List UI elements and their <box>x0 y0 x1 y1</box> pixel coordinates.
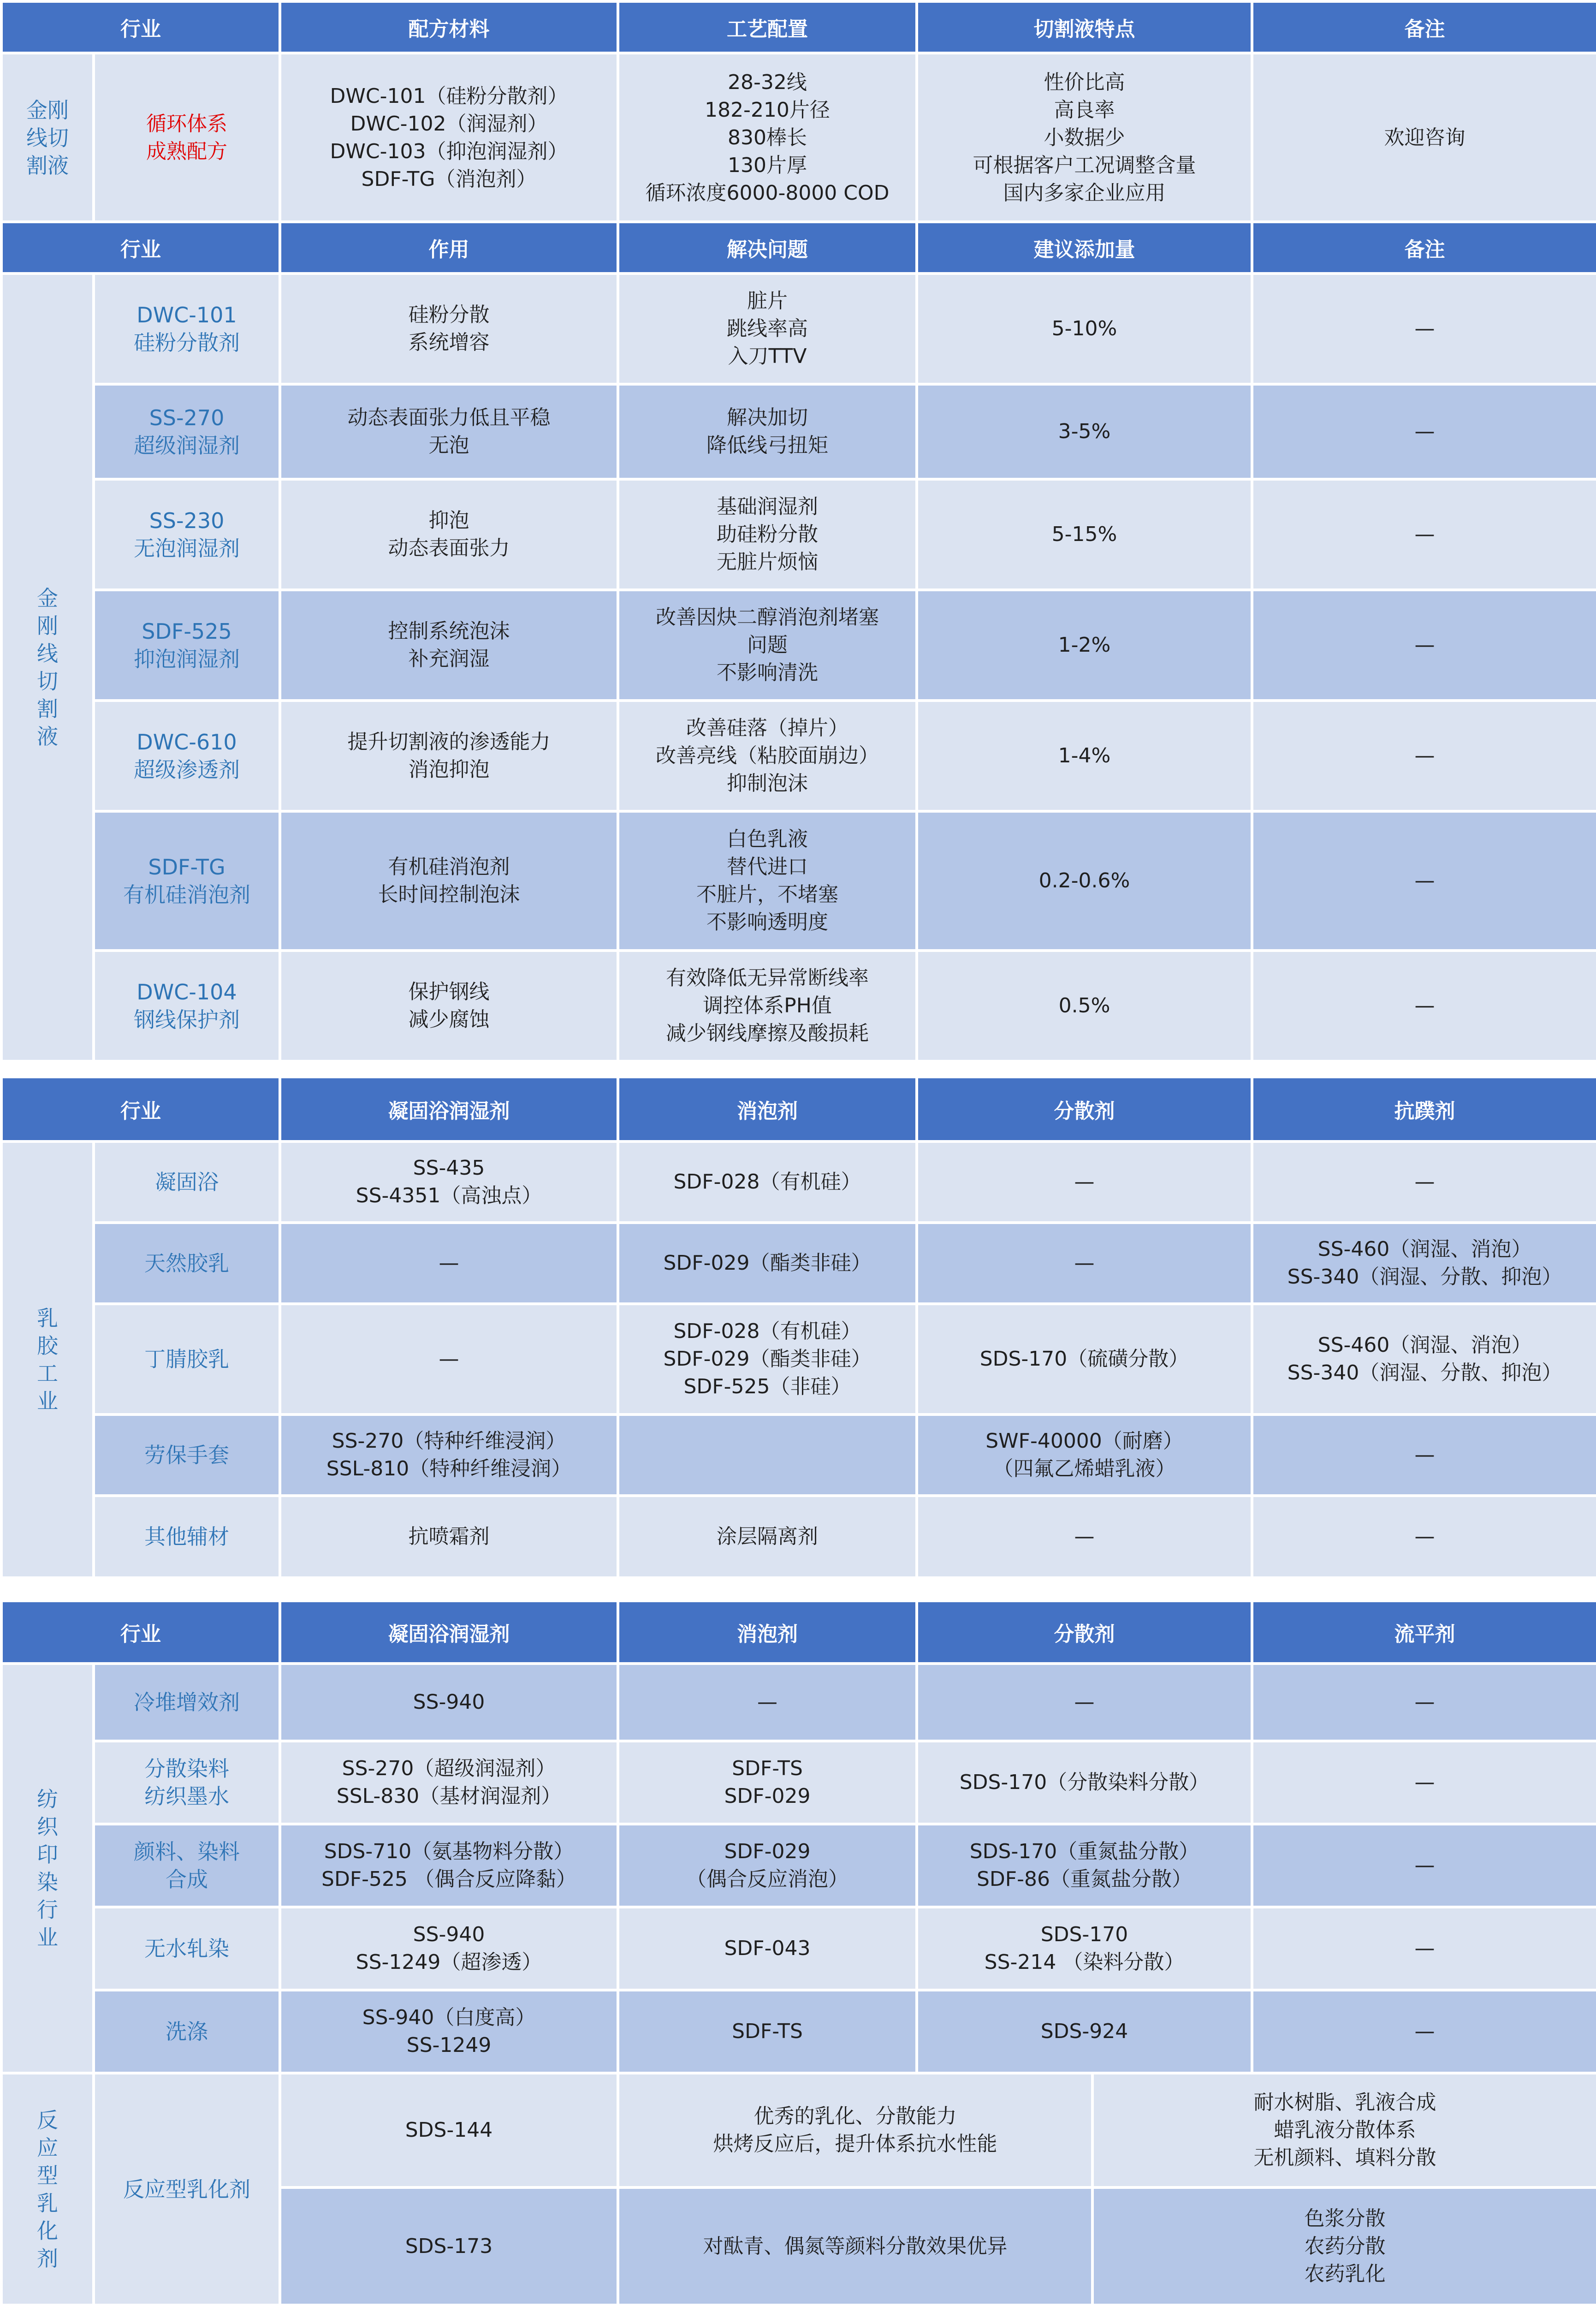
product-name: DWC-610 超级渗透剂 <box>94 701 280 811</box>
textile-table <box>0 1599 1596 2306</box>
summary-table <box>0 0 1596 224</box>
defoamer-cell: SDF-TS SDF-029 <box>618 1741 917 1824</box>
application-name: 颜料、染料 合成 <box>94 1824 280 1907</box>
header-defoamer: 消泡剂 <box>618 1077 917 1141</box>
function-cell: 控制系统泡沫 补充润湿 <box>280 590 618 701</box>
product-cell: SDS-173 <box>280 2187 618 2305</box>
latex-table <box>0 1076 1596 1579</box>
leveling-cell: — <box>1252 1741 1596 1824</box>
application-name: 天然胶乳 <box>94 1223 280 1304</box>
note-cell: — <box>1252 811 1596 951</box>
leveling-cell: — <box>1252 1824 1596 1907</box>
problem-cell: 白色乳液 替代进口 不脏片，不堵塞 不影响透明度 <box>618 811 917 951</box>
application-name: 劳保手套 <box>94 1415 280 1496</box>
wetting-cell: SS-270（超级润湿剂） SSL-830（基材润湿剂） <box>280 1741 618 1824</box>
product-cell: SDS-144 <box>280 2073 618 2187</box>
dispersant-cell: SDS-170（分散染料分散） <box>917 1741 1252 1824</box>
note-cell: 欢迎咨询 <box>1252 53 1596 223</box>
product-name: SS-270 超级润湿剂 <box>94 384 280 479</box>
product-name: SDF-525 抑泡润湿剂 <box>94 590 280 701</box>
defoamer-cell: SDF-028（有机硅） SDF-029（酯类非硅） SDF-525（非硅） <box>618 1304 917 1415</box>
application-name: 冷堆增效剂 <box>94 1664 280 1741</box>
header-dispersant: 分散剂 <box>917 1601 1252 1664</box>
industry-label: 金 刚 线 切 割 液 <box>1 273 94 1061</box>
header-industry: 行业 <box>1 222 280 273</box>
features-cell: 性价比高 高良率 小数据少 可根据客户工况调整含量 国内多家企业应用 <box>917 53 1252 223</box>
dispersant-cell: — <box>917 1223 1252 1304</box>
product-name: SS-230 无泡润湿剂 <box>94 479 280 590</box>
wetting-cell: SS-435 SS-4351（高浊点） <box>280 1141 618 1223</box>
wetting-cell: — <box>280 1223 618 1304</box>
dose-cell: 0.5% <box>917 951 1252 1061</box>
wetting-cell: SS-940（白度高） SS-1249 <box>280 1990 618 2073</box>
note-cell: — <box>1252 479 1596 590</box>
dispersant-cell: SDS-170（硫磺分散） <box>917 1304 1252 1415</box>
problem-cell: 改善硅落（掉片） 改善亮线（粘胶面崩边） 抑制泡沫 <box>618 701 917 811</box>
dose-cell: 3-5% <box>917 384 1252 479</box>
process-cell: 28-32线 182-210片径 830棒长 130片厚 循环浓度6000-8000 COD <box>618 53 917 223</box>
description-cell: 优秀的乳化、分散能力 烘烤反应后，提升体系抗水性能 <box>618 2073 1092 2187</box>
product-name: DWC-101 硅粉分散剂 <box>94 273 280 384</box>
header-note: 备注 <box>1252 222 1596 273</box>
dispersant-cell: SWF-40000（耐磨） （四氟乙烯蜡乳液） <box>917 1415 1252 1496</box>
function-cell: 保护钢线 减少腐蚀 <box>280 951 618 1061</box>
dose-cell: 1-2% <box>917 590 1252 701</box>
anti-web-cell: — <box>1252 1415 1596 1496</box>
wetting-cell: — <box>280 1304 618 1415</box>
header-features: 切割液特点 <box>917 1 1252 53</box>
defoamer-cell: SDF-TS <box>618 1990 917 2073</box>
wetting-cell: 抗喷霜剂 <box>280 1496 618 1578</box>
leveling-cell: — <box>1252 1990 1596 2073</box>
application-name: 反应型乳化剂 <box>94 2073 280 2305</box>
problem-cell: 解决加切 降低线弓扭矩 <box>618 384 917 479</box>
defoamer-cell: SDF-043 <box>618 1907 917 1990</box>
dispersant-cell: SDS-170 SS-214 （染料分散） <box>917 1907 1252 1990</box>
application-name: 分散染料 纺织墨水 <box>94 1741 280 1824</box>
header-wetting: 凝固浴润湿剂 <box>280 1601 618 1664</box>
dispersant-cell: SDS-170（重氮盐分散） SDF-86（重氮盐分散） <box>917 1824 1252 1907</box>
function-cell: 有机硅消泡剂 长时间控制泡沫 <box>280 811 618 951</box>
industry-label: 乳 胶 工 业 <box>1 1141 94 1578</box>
materials-cell: DWC-101（硅粉分散剂） DWC-102（润湿剂） DWC-103（抑泡润湿剂） SDF-TG（消泡剂） <box>280 53 618 223</box>
note-cell: — <box>1252 701 1596 811</box>
additive-table <box>0 220 1596 1063</box>
defoamer-cell: SDF-029（酯类非硅） <box>618 1223 917 1304</box>
product-name: SDF-TG 有机硅消泡剂 <box>94 811 280 951</box>
header-wetting: 凝固浴润湿剂 <box>280 1077 618 1141</box>
problem-cell: 脏片 跳线率高 入刀TTV <box>618 273 917 384</box>
header-note: 备注 <box>1252 1 1596 53</box>
header-anti-web: 抗蹼剂 <box>1252 1077 1596 1141</box>
problem-cell: 有效降低无异常断线率 调控体系PH值 减少钢线摩擦及酸损耗 <box>618 951 917 1061</box>
industry-label: 纺 织 印 染 行 业 <box>1 1664 94 2073</box>
header-industry: 行业 <box>1 1077 280 1141</box>
header-process: 工艺配置 <box>618 1 917 53</box>
usage-cell: 色浆分散 农药分散 农药乳化 <box>1092 2187 1596 2305</box>
header-function: 作用 <box>280 222 618 273</box>
dose-cell: 1-4% <box>917 701 1252 811</box>
wetting-cell: SS-940 SS-1249（超渗透） <box>280 1907 618 1990</box>
usage-cell: 耐水树脂、乳液合成 蜡乳液分散体系 无机颜料、填料分散 <box>1092 2073 1596 2187</box>
function-cell: 硅粉分散 系统增容 <box>280 273 618 384</box>
note-cell: — <box>1252 590 1596 701</box>
header-dose: 建议添加量 <box>917 222 1252 273</box>
product-name: DWC-104 钢线保护剂 <box>94 951 280 1061</box>
anti-web-cell: — <box>1252 1141 1596 1223</box>
header-defoamer: 消泡剂 <box>618 1601 917 1664</box>
dispersant-cell: SDS-924 <box>917 1990 1252 2073</box>
application-name: 洗涤 <box>94 1990 280 2073</box>
dispersant-cell: — <box>917 1496 1252 1578</box>
defoamer-cell: SDF-029 （偶合反应消泡） <box>618 1824 917 1907</box>
dose-cell: 5-15% <box>917 479 1252 590</box>
dose-cell: 5-10% <box>917 273 1252 384</box>
wetting-cell: SS-270（特种纤维浸润） SSL-810（特种纤维浸润） <box>280 1415 618 1496</box>
header-leveling: 流平剂 <box>1252 1601 1596 1664</box>
header-dispersant: 分散剂 <box>917 1077 1252 1141</box>
anti-web-cell: SS-460（润湿、消泡） SS-340（润湿、分散、抑泡） <box>1252 1304 1596 1415</box>
function-cell: 提升切割液的渗透能力 消泡抑泡 <box>280 701 618 811</box>
header-industry: 行业 <box>1 1 280 53</box>
function-cell: 抑泡 动态表面张力 <box>280 479 618 590</box>
header-materials: 配方材料 <box>280 1 618 53</box>
application-name: 丁腈胶乳 <box>94 1304 280 1415</box>
note-cell: — <box>1252 384 1596 479</box>
leveling-cell: — <box>1252 1907 1596 1990</box>
defoamer-cell: 涂层隔离剂 <box>618 1496 917 1578</box>
application-name: 凝固浴 <box>94 1141 280 1223</box>
industry-label-emulsifier: 反 应 型 乳 化 剂 <box>1 2073 94 2305</box>
function-cell: 动态表面张力低且平稳 无泡 <box>280 384 618 479</box>
formula-label: 循环体系 成熟配方 <box>94 53 280 223</box>
note-cell: — <box>1252 951 1596 1061</box>
defoamer-cell <box>618 1415 917 1496</box>
anti-web-cell: SS-460（润湿、消泡） SS-340（润湿、分散、抑泡） <box>1252 1223 1596 1304</box>
industry-label: 金刚 线切 割液 <box>1 53 94 223</box>
problem-cell: 改善因炔二醇消泡剂堵塞 问题 不影响清洗 <box>618 590 917 701</box>
defoamer-cell: — <box>618 1664 917 1741</box>
header-industry: 行业 <box>1 1601 280 1664</box>
description-cell: 对酞青、偶氮等颜料分散效果优异 <box>618 2187 1092 2305</box>
problem-cell: 基础润湿剂 助硅粉分散 无脏片烦恼 <box>618 479 917 590</box>
defoamer-cell: SDF-028（有机硅） <box>618 1141 917 1223</box>
application-name: 无水轧染 <box>94 1907 280 1990</box>
dose-cell: 0.2-0.6% <box>917 811 1252 951</box>
anti-web-cell: — <box>1252 1496 1596 1578</box>
dispersant-cell: — <box>917 1664 1252 1741</box>
application-name: 其他辅材 <box>94 1496 280 1578</box>
leveling-cell: — <box>1252 1664 1596 1741</box>
dispersant-cell: — <box>917 1141 1252 1223</box>
wetting-cell: SS-940 <box>280 1664 618 1741</box>
wetting-cell: SDS-710（氨基物料分散） SDF-525 （偶合反应降黏） <box>280 1824 618 1907</box>
header-problem: 解决问题 <box>618 222 917 273</box>
note-cell: — <box>1252 273 1596 384</box>
